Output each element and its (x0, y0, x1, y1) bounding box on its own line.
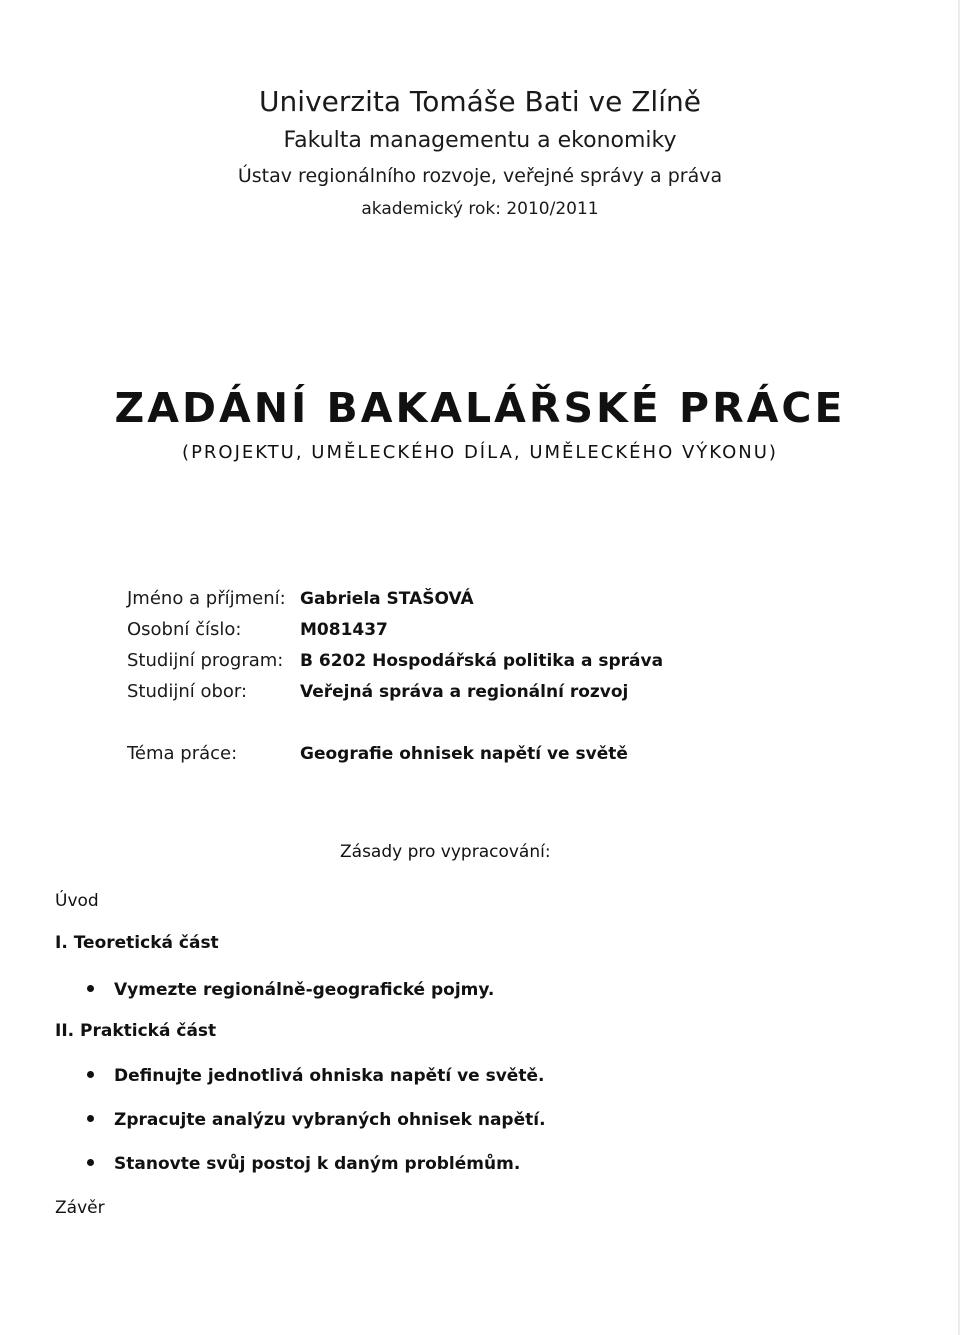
intro-heading: Úvod (55, 891, 99, 911)
topic-label: Téma práce: (127, 743, 238, 764)
list-item (87, 1154, 520, 1174)
study-program-label: Studijní program: (127, 650, 284, 671)
bullet-icon (87, 1115, 94, 1122)
faculty-name: Fakulta managementu a ekonomiky (283, 128, 677, 153)
document-subtitle: (PROJEKTU, UMĚLECKÉHO DÍLA, UMĚLECKÉHO VÝKONU) (182, 442, 778, 463)
list-item (87, 1066, 544, 1086)
bullet-icon (87, 1071, 94, 1078)
list-item-text: Zpracujte analýzu vybraných ohnisek napětí. (114, 1110, 546, 1130)
study-field-value: Veřejná správa a regionální rozvoj (300, 682, 629, 702)
list-item-text: Stanovte svůj postoj k daným problémům. (114, 1154, 521, 1174)
list-item (87, 980, 494, 1000)
topic-value: Geografie ohnisek napětí ve světě (300, 744, 628, 764)
academic-year: akademický rok: 2010/2011 (361, 199, 599, 219)
part2-heading: II. Praktická část (55, 1021, 217, 1041)
personal-number-label: Osobní číslo: (127, 619, 242, 640)
list-item (87, 1110, 546, 1130)
bullet-icon (87, 985, 94, 992)
department-name: Ústav regionálního rozvoje, veřejné správy a práva (237, 165, 723, 187)
name-label: Jméno a příjmení: (127, 588, 286, 609)
personal-number-value: M081437 (300, 620, 388, 640)
conclusion-heading: Závěr (55, 1198, 105, 1218)
study-field-label: Studijní obor: (127, 681, 248, 702)
bullet-icon (87, 1159, 94, 1166)
part1-heading: I. Teoretická část (55, 933, 219, 953)
document-title: ZADÁNÍ BAKALÁŘSKÉ PRÁCE (114, 384, 846, 432)
list-item-text: Vymezte regionálně-geografické pojmy. (114, 980, 495, 1000)
name-value: Gabriela STAŠOVÁ (300, 589, 474, 609)
list-item-text: Definujte jednotlivá ohniska napětí ve světě. (114, 1066, 545, 1086)
principles-heading: Zásady pro vypracování: (340, 842, 551, 862)
university-name: Univerzita Tomáše Bati ve Zlíně (259, 85, 701, 118)
study-program-value: B 6202 Hospodářská politika a správa (300, 651, 664, 671)
